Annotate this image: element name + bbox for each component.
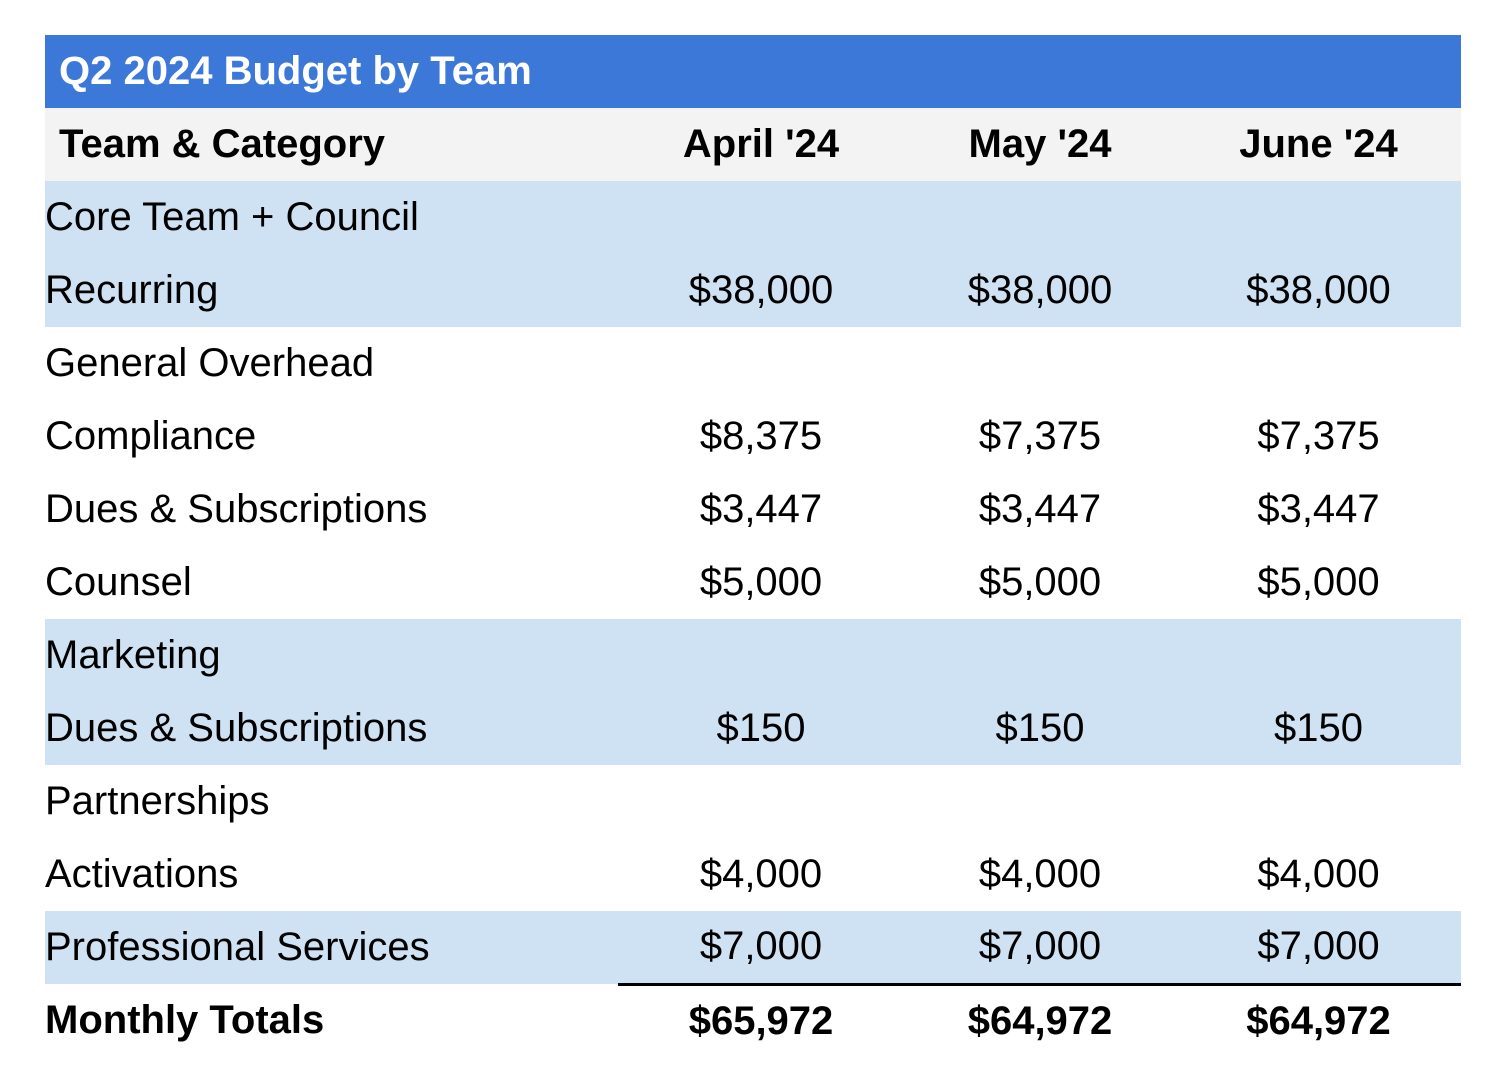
category-label: Recurring [45, 254, 618, 327]
group-label: Core Team + Council [45, 181, 618, 254]
column-header-june: June '24 [1176, 108, 1461, 181]
category-label: Dues & Subscriptions [45, 487, 428, 531]
group-label: Partnerships [45, 779, 270, 823]
group-row-professional-services [45, 911, 1461, 984]
cell-april: $3,447 [699, 487, 823, 531]
group-label: General Overhead [45, 341, 375, 385]
table-row [45, 692, 1461, 765]
cell-june: $7,375 [1257, 414, 1380, 458]
category-label: Counsel [45, 560, 192, 604]
group-label: Professional Services [45, 911, 618, 984]
cell-june: $150 [1176, 692, 1461, 765]
column-header-row [45, 108, 1461, 181]
category-label: Dues & Subscriptions [45, 692, 618, 765]
budget-sheet [45, 35, 1461, 1057]
column-header-may: May '24 [904, 108, 1176, 181]
table-row [45, 473, 1461, 546]
cell-june: $7,000 [1176, 911, 1461, 984]
table-row [45, 546, 1461, 619]
cell-april: $7,000 [618, 911, 904, 984]
cell-may: $4,000 [978, 852, 1102, 896]
totals-row [45, 984, 1461, 1057]
cell-june: $5,000 [1257, 560, 1380, 604]
group-row-core-team [45, 181, 1461, 254]
category-label: Compliance [45, 414, 257, 458]
cell-april: $5,000 [699, 560, 823, 604]
cell-may: $3,447 [978, 487, 1102, 531]
column-header-april: April '24 [618, 108, 904, 181]
table-row [45, 838, 1461, 911]
group-row-partnerships [45, 765, 1461, 838]
cell-june: $3,447 [1257, 487, 1380, 531]
group-row-marketing [45, 619, 1461, 692]
cell-may: $38,000 [904, 254, 1176, 327]
total-may: $64,972 [904, 984, 1176, 1057]
budget-table [45, 108, 1461, 1057]
cell-may: $7,375 [978, 414, 1102, 458]
cell-may: $150 [904, 692, 1176, 765]
cell-june: $38,000 [1176, 254, 1461, 327]
table-row [45, 254, 1461, 327]
cell-april: $38,000 [618, 254, 904, 327]
column-header-label: Team & Category [45, 108, 618, 181]
total-june: $64,972 [1176, 984, 1461, 1057]
total-april: $65,972 [618, 984, 904, 1057]
totals-label: Monthly Totals [45, 998, 325, 1042]
category-label: Activations [45, 852, 239, 896]
cell-june: $4,000 [1257, 852, 1380, 896]
table-title: Q2 2024 Budget by Team [45, 35, 1461, 108]
cell-april: $8,375 [699, 414, 823, 458]
cell-may: $5,000 [978, 560, 1102, 604]
cell-april: $4,000 [699, 852, 823, 896]
group-label: Marketing [45, 619, 618, 692]
cell-april: $150 [618, 692, 904, 765]
cell-may: $7,000 [904, 911, 1176, 984]
table-row [45, 400, 1461, 473]
group-row-general-overhead [45, 327, 1461, 400]
